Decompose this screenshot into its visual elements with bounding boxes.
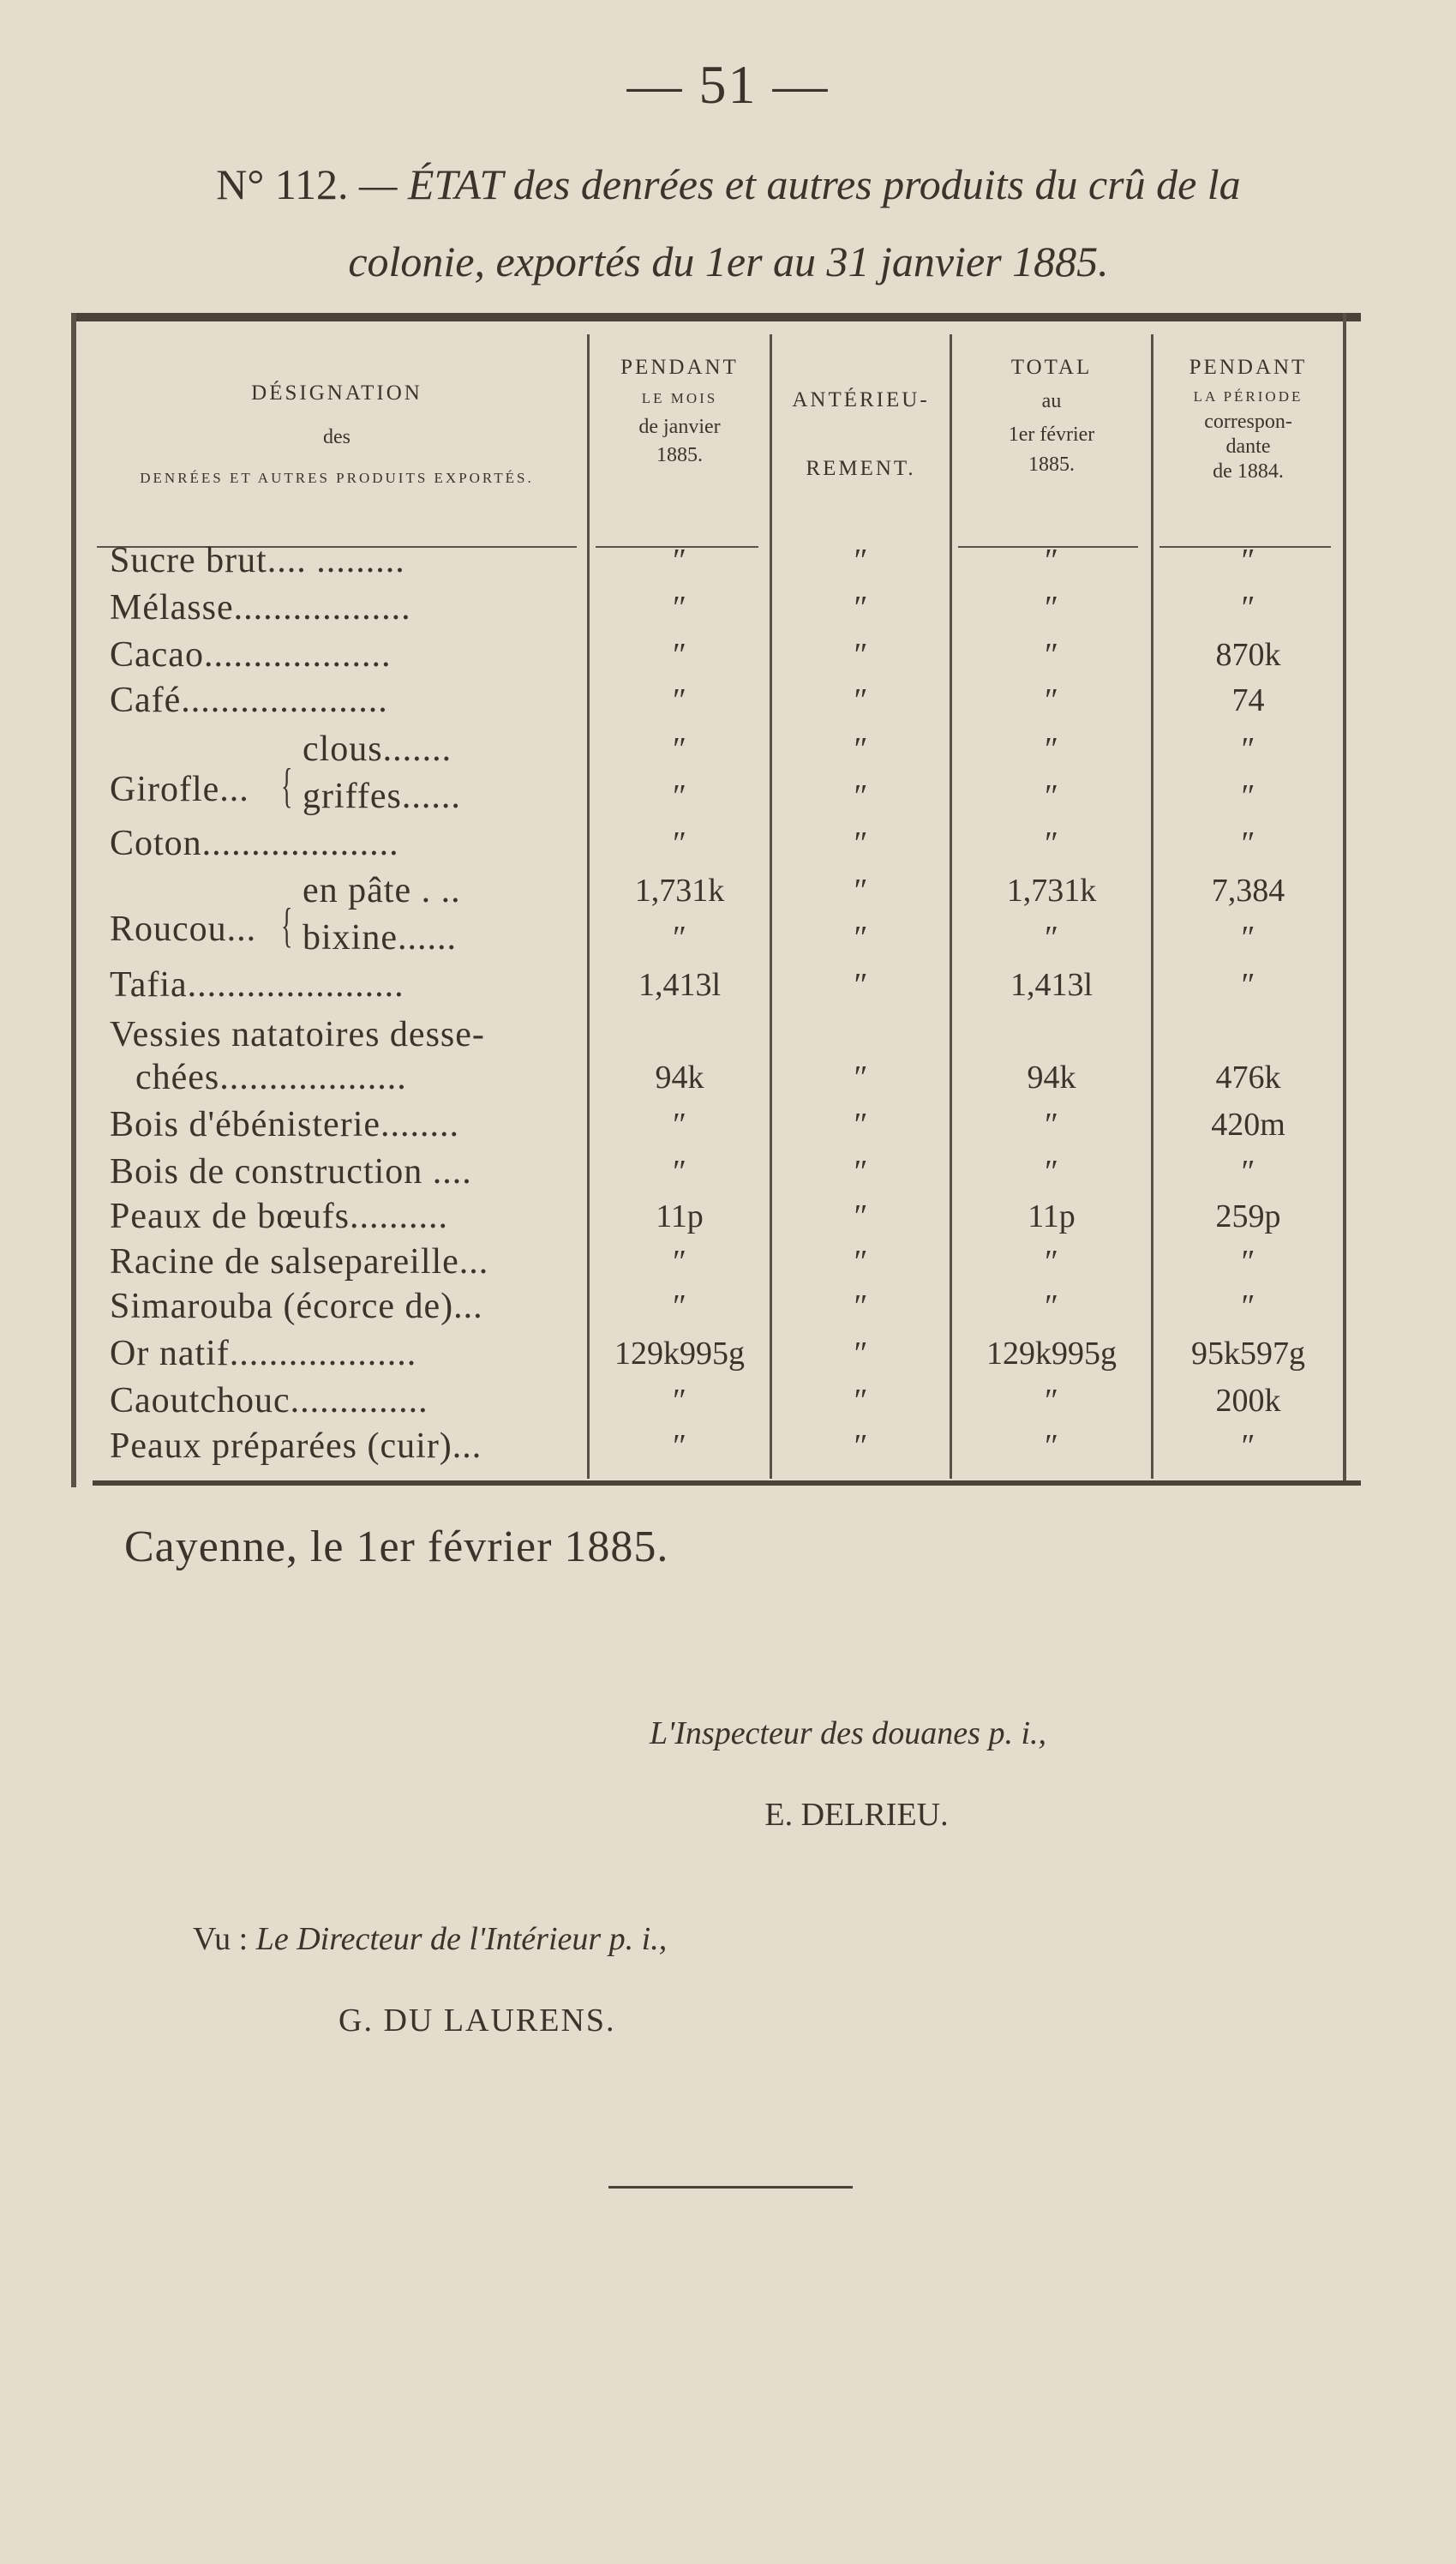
row-label: Or natif...................: [110, 1334, 417, 1373]
header-text: dante: [1225, 435, 1271, 458]
header-text: 1885.: [656, 444, 703, 466]
cell-prior: ″: [854, 637, 868, 673]
cell-period: 259p: [1215, 1198, 1281, 1234]
header-text: de 1884.: [1213, 460, 1284, 483]
cell-month: ″: [673, 731, 686, 767]
cell-prior: ″: [854, 778, 868, 814]
closing-rule: [608, 2186, 853, 2189]
cell-total: ″: [1045, 590, 1058, 626]
header-text: DENRÉES ET AUTRES PRODUITS EXPORTÉS.: [140, 470, 534, 486]
cell-prior: ″: [854, 1383, 868, 1419]
cell-total: 1,731k: [1006, 873, 1097, 909]
cell-month: ″: [673, 590, 686, 626]
inspector-title: L'Inspecteur des douanes p. i.,: [649, 1715, 1046, 1751]
cell-total: ″: [1045, 1107, 1058, 1143]
cell-period: 95k597g: [1191, 1336, 1305, 1372]
cell-total: 1,413l: [1010, 967, 1093, 1003]
row-label: Vessies natatoires desse-: [110, 1015, 485, 1054]
cell-month: 129k995g: [614, 1336, 745, 1372]
cell-total: ″: [1045, 682, 1058, 718]
row-label: Caoutchouc..............: [110, 1381, 428, 1420]
row-label: Sucre brut.... .........: [110, 541, 405, 580]
header-text: des: [323, 426, 351, 448]
cell-prior: ″: [854, 967, 868, 1003]
cell-period: 420m: [1211, 1107, 1285, 1143]
page-number: — 51 —: [626, 54, 830, 115]
table-right-rule: [1343, 313, 1346, 1480]
cell-period: ″: [1241, 1244, 1255, 1280]
cell-prior: ″: [854, 826, 868, 862]
director-title: Le Directeur de l'Intérieur p. i.,: [255, 1921, 668, 1957]
cell-total: ″: [1045, 637, 1058, 673]
cell-month: 11p: [656, 1198, 704, 1234]
cell-month: ″: [673, 543, 686, 579]
row-label: Peaux préparées (cuir)...: [110, 1426, 482, 1466]
cell-prior: ″: [854, 920, 868, 956]
cell-month: ″: [673, 1428, 686, 1464]
title-number: N° 112.: [216, 160, 349, 208]
cell-prior: ″: [854, 1198, 868, 1234]
cell-period: ″: [1241, 967, 1255, 1003]
cell-month: ″: [673, 637, 686, 673]
header-text: correspon-: [1204, 411, 1292, 433]
table-bottom-rule: [93, 1480, 1361, 1486]
cell-prior: ″: [854, 682, 868, 718]
cell-prior: ″: [854, 590, 868, 626]
group-label-roucou: Roucou...: [110, 910, 257, 949]
cell-month: ″: [673, 1288, 686, 1324]
table-top-rule: [71, 313, 1361, 321]
header-text: TOTAL: [1010, 356, 1093, 379]
row-label: chées...................: [135, 1058, 407, 1097]
cell-prior: ″: [854, 543, 868, 579]
director-name: G. DU LAURENS.: [339, 2003, 616, 2039]
cell-total: 11p: [1028, 1198, 1076, 1234]
cell-total: ″: [1045, 1383, 1058, 1419]
header-month: [590, 356, 770, 467]
vu-line: [193, 1920, 667, 1958]
cell-total: ″: [1045, 1244, 1058, 1280]
cell-period: ″: [1241, 826, 1255, 862]
cell-period: ″: [1241, 590, 1255, 626]
cell-total: ″: [1045, 731, 1058, 767]
cell-month: 1,413l: [638, 967, 722, 1003]
cell-month: 94k: [655, 1060, 704, 1096]
cell-period: ″: [1241, 1288, 1255, 1324]
cell-total: ″: [1045, 1288, 1058, 1324]
row-label: griffes......: [303, 777, 461, 816]
header-designation: [88, 381, 585, 487]
brace-roucou: {: [280, 899, 293, 952]
row-label: Coton....................: [110, 824, 399, 863]
cell-month: ″: [673, 682, 686, 718]
row-label: Café.....................: [110, 681, 388, 720]
cell-period: ″: [1241, 731, 1255, 767]
header-text: LA PÉRIODE: [1193, 388, 1303, 405]
title-line-1: — ÉTAT des denrées et autres produits du crû de la: [359, 160, 1241, 208]
cell-period: ″: [1241, 778, 1255, 814]
cell-month: ″: [673, 920, 686, 956]
cell-prior: ″: [854, 1244, 868, 1280]
cell-month: ″: [673, 1107, 686, 1143]
cell-period: ″: [1241, 1154, 1255, 1190]
cell-total: ″: [1045, 1428, 1058, 1464]
header-text: 1885.: [1028, 453, 1075, 476]
cell-period: ″: [1241, 1428, 1255, 1464]
header-prior: [772, 388, 950, 481]
cell-period: 74: [1231, 682, 1265, 718]
cell-total: ″: [1045, 543, 1058, 579]
title-line-2: colonie, exportés du 1er au 31 janvier 1885.: [348, 237, 1109, 285]
cell-month: ″: [673, 1154, 686, 1190]
row-label: Simarouba (écorce de)...: [110, 1287, 483, 1326]
header-text: ANTÉRIEU-: [792, 388, 930, 411]
row-label: Cacao...................: [110, 635, 392, 675]
row-label: Tafia......................: [110, 965, 404, 1005]
row-label: Mélasse..................: [110, 588, 411, 627]
table-left-rule: [71, 313, 76, 1487]
cell-prior: ″: [854, 873, 868, 909]
header-text: 1er février: [1008, 423, 1095, 446]
header-text: au: [1041, 390, 1062, 412]
cell-month: ″: [673, 778, 686, 814]
cell-month: ″: [673, 1244, 686, 1280]
document-title: [69, 146, 1388, 300]
cell-month: 1,731k: [634, 873, 725, 909]
row-label: en pâte . ..: [303, 871, 461, 910]
row-label: Racine de salsepareille...: [110, 1242, 489, 1282]
cell-total: ″: [1045, 920, 1058, 956]
cell-total: 94k: [1027, 1060, 1076, 1096]
brace-girofle: {: [280, 760, 293, 813]
header-text: PENDANT: [1189, 356, 1308, 379]
cell-prior: ″: [854, 1428, 868, 1464]
cell-prior: ″: [854, 1154, 868, 1190]
inspector-name: E. DELRIEU.: [764, 1797, 949, 1833]
cell-period: 870k: [1215, 637, 1281, 673]
header-period: [1153, 356, 1343, 483]
cell-period: ″: [1241, 543, 1255, 579]
group-label-girofle: Girofle...: [110, 770, 249, 809]
cell-total: ″: [1045, 1154, 1058, 1190]
cell-prior: ″: [854, 1107, 868, 1143]
row-label: bixine......: [303, 918, 457, 958]
place-date: Cayenne, le 1er février 1885.: [124, 1522, 669, 1571]
vu-prefix: Vu :: [193, 1921, 249, 1957]
header-text: REMENT.: [806, 457, 916, 480]
row-label: Bois de construction ....: [110, 1152, 472, 1192]
cell-month: ″: [673, 826, 686, 862]
cell-period: ″: [1241, 920, 1255, 956]
exports-table: [71, 313, 1361, 1487]
cell-prior: ″: [854, 1336, 868, 1372]
header-text: de janvier: [638, 416, 721, 438]
cell-period: 200k: [1215, 1383, 1281, 1419]
cell-prior: ″: [854, 1060, 868, 1096]
header-text: PENDANT: [620, 356, 739, 379]
cell-period: 476k: [1215, 1060, 1281, 1096]
header-text: LE MOIS: [641, 390, 718, 406]
cell-prior: ″: [854, 1288, 868, 1324]
header-total: [952, 356, 1151, 477]
row-label: Bois d'ébénisterie........: [110, 1105, 459, 1144]
cell-prior: ″: [854, 731, 868, 767]
cell-total: 129k995g: [986, 1336, 1117, 1372]
cell-total: ″: [1045, 778, 1058, 814]
header-text: DÉSIGNATION: [251, 381, 422, 405]
row-label: Peaux de bœufs..........: [110, 1197, 448, 1236]
cell-month: ″: [673, 1383, 686, 1419]
row-label: clous.......: [303, 730, 452, 769]
cell-total: ″: [1045, 826, 1058, 862]
cell-period: 7,384: [1211, 873, 1285, 909]
